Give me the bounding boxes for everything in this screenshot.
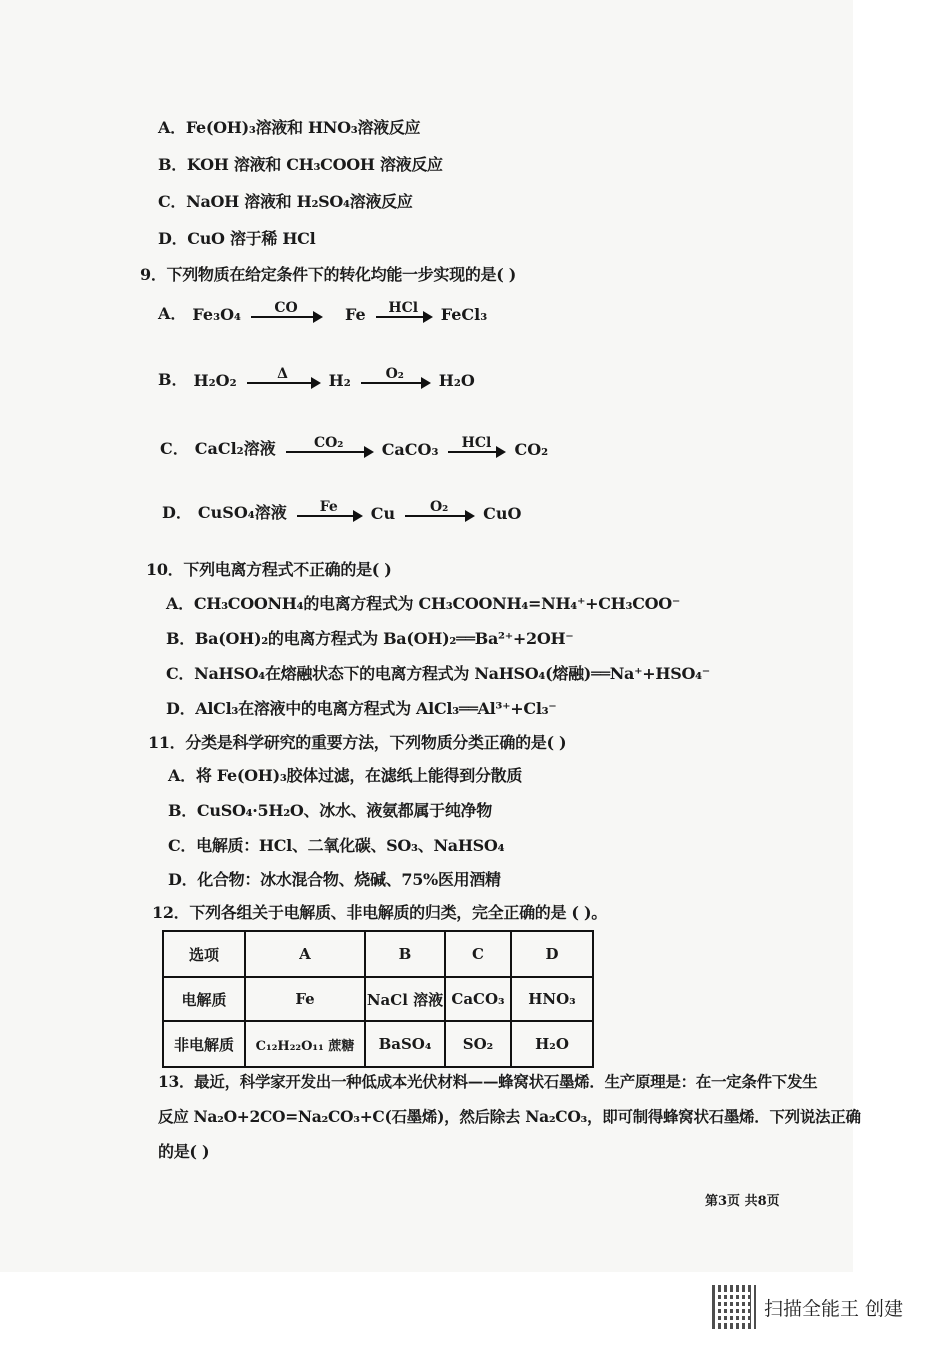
table-cell: A — [245, 931, 365, 977]
reaction-arrow: O₂ — [405, 499, 473, 523]
q10-option-a: A．CH₃COONH₄的电离方程式为 CH₃COONH₄=NH₄⁺+CH₃COO⁻ — [166, 594, 681, 613]
intermediate: Cu — [370, 504, 396, 523]
table-cell: 选项 — [163, 931, 245, 977]
product: CuO — [483, 504, 522, 523]
q9-option-c — [160, 435, 548, 459]
option-label: A． — [158, 304, 187, 323]
q13-line-1: 13．最近，科学家开发出一种低成本光伏材料——蜂窝状石墨烯．生产原理是：在一定条件下发生 — [158, 1072, 818, 1091]
product: FeCl₃ — [440, 305, 488, 324]
reactant: CaCl₂溶液 — [194, 439, 276, 458]
product: CO₂ — [514, 440, 549, 459]
reaction-arrow: Fe — [297, 499, 361, 523]
scanner-watermark — [712, 1285, 903, 1329]
q11-option-b: B．CuSO₄·5H₂O、冰水、液氨都属于纯净物 — [168, 801, 492, 820]
qr-code-icon — [712, 1285, 756, 1329]
q8-option-a: A．Fe(OH)₃溶液和 HNO₃溶液反应 — [158, 118, 421, 137]
table-cell: SO₂ — [445, 1021, 511, 1067]
q10-option-d: D．AlCl₃在溶液中的电离方程式为 AlCl₃══Al³⁺+Cl₃⁻ — [166, 699, 557, 718]
q12-stem: 12．下列各组关于电解质、非电解质的归类，完全正确的是 ( )。 — [152, 903, 607, 922]
q8-option-d: D．CuO 溶于稀 HCl — [158, 229, 316, 248]
q10-option-b: B．Ba(OH)₂的电离方程式为 Ba(OH)₂══Ba²⁺+2OH⁻ — [166, 629, 574, 648]
q8-option-b: B．KOH 溶液和 CH₃COOH 溶液反应 — [158, 155, 443, 174]
intermediate: H₂ — [328, 371, 351, 390]
intermediate: Fe — [345, 305, 366, 324]
table-cell: 非电解质 — [163, 1021, 245, 1067]
table-header-row — [163, 931, 593, 977]
table-cell: NaCl 溶液 — [365, 977, 445, 1021]
reactant: CuSO₄溶液 — [197, 503, 287, 522]
option-label: B． — [158, 370, 188, 389]
reaction-arrow: O₂ — [361, 366, 429, 390]
option-label: C． — [160, 439, 189, 458]
q9-option-a — [158, 300, 487, 324]
reaction-arrow: HCl — [376, 300, 431, 324]
table-cell: D — [511, 931, 593, 977]
q9-option-d — [162, 499, 521, 523]
q11-option-d: D．化合物：冰水混合物、烧碱、75%医用酒精 — [168, 870, 501, 889]
q13-line-3: 的是( ) — [158, 1142, 210, 1161]
product: H₂O — [438, 371, 475, 390]
q10-option-c: C．NaHSO₄在熔融状态下的电离方程式为 NaHSO₄(熔融)══Na⁺+HSO₄⁻ — [166, 664, 710, 683]
reaction-arrow: CO — [251, 300, 321, 324]
option-label: D． — [162, 503, 192, 522]
q9-option-b — [158, 366, 475, 390]
table-cell: B — [365, 931, 445, 977]
reactant: Fe₃O₄ — [192, 305, 242, 324]
watermark-text: 扫描全能王 创建 — [764, 1297, 904, 1320]
reactant: H₂O₂ — [193, 371, 237, 390]
table-row — [163, 977, 593, 1021]
table-cell: Fe — [245, 977, 365, 1021]
table-cell: H₂O — [511, 1021, 593, 1067]
q13-line-2: 反应 Na₂O+2CO=Na₂CO₃+C(石墨烯)，然后除去 Na₂CO₃，即可制得蜂窝状石墨烯．下列说法正确 — [158, 1107, 861, 1126]
reaction-arrow: CO₂ — [286, 435, 372, 459]
q11-option-a: A．将 Fe(OH)₃胶体过滤，在滤纸上能得到分散质 — [168, 766, 523, 785]
reaction-arrow: HCl — [448, 435, 504, 459]
table-cell: 电解质 — [163, 977, 245, 1021]
classification-table — [162, 930, 594, 1068]
table-cell: CaCO₃ — [445, 977, 511, 1021]
table-cell: HNO₃ — [511, 977, 593, 1021]
table-row — [163, 1021, 593, 1067]
intermediate: CaCO₃ — [381, 440, 439, 459]
q8-option-c: C．NaOH 溶液和 H₂SO₄溶液反应 — [158, 192, 413, 211]
table-cell: C — [445, 931, 511, 977]
q11-option-c: C．电解质：HCl、二氧化碳、SO₃、NaHSO₄ — [168, 836, 505, 855]
q11-stem: 11．分类是科学研究的重要方法，下列物质分类正确的是( ) — [148, 733, 567, 752]
page-number: 第3页 共8页 — [705, 1194, 780, 1209]
q9-stem: 9．下列物质在给定条件下的转化均能一步实现的是( ) — [140, 265, 517, 284]
table-cell: C₁₂H₂₂O₁₁ 蔗糖 — [245, 1021, 365, 1067]
table-cell: BaSO₄ — [365, 1021, 445, 1067]
q10-stem: 10．下列电离方程式不正确的是( ) — [146, 560, 392, 579]
reaction-arrow: Δ — [247, 366, 319, 390]
